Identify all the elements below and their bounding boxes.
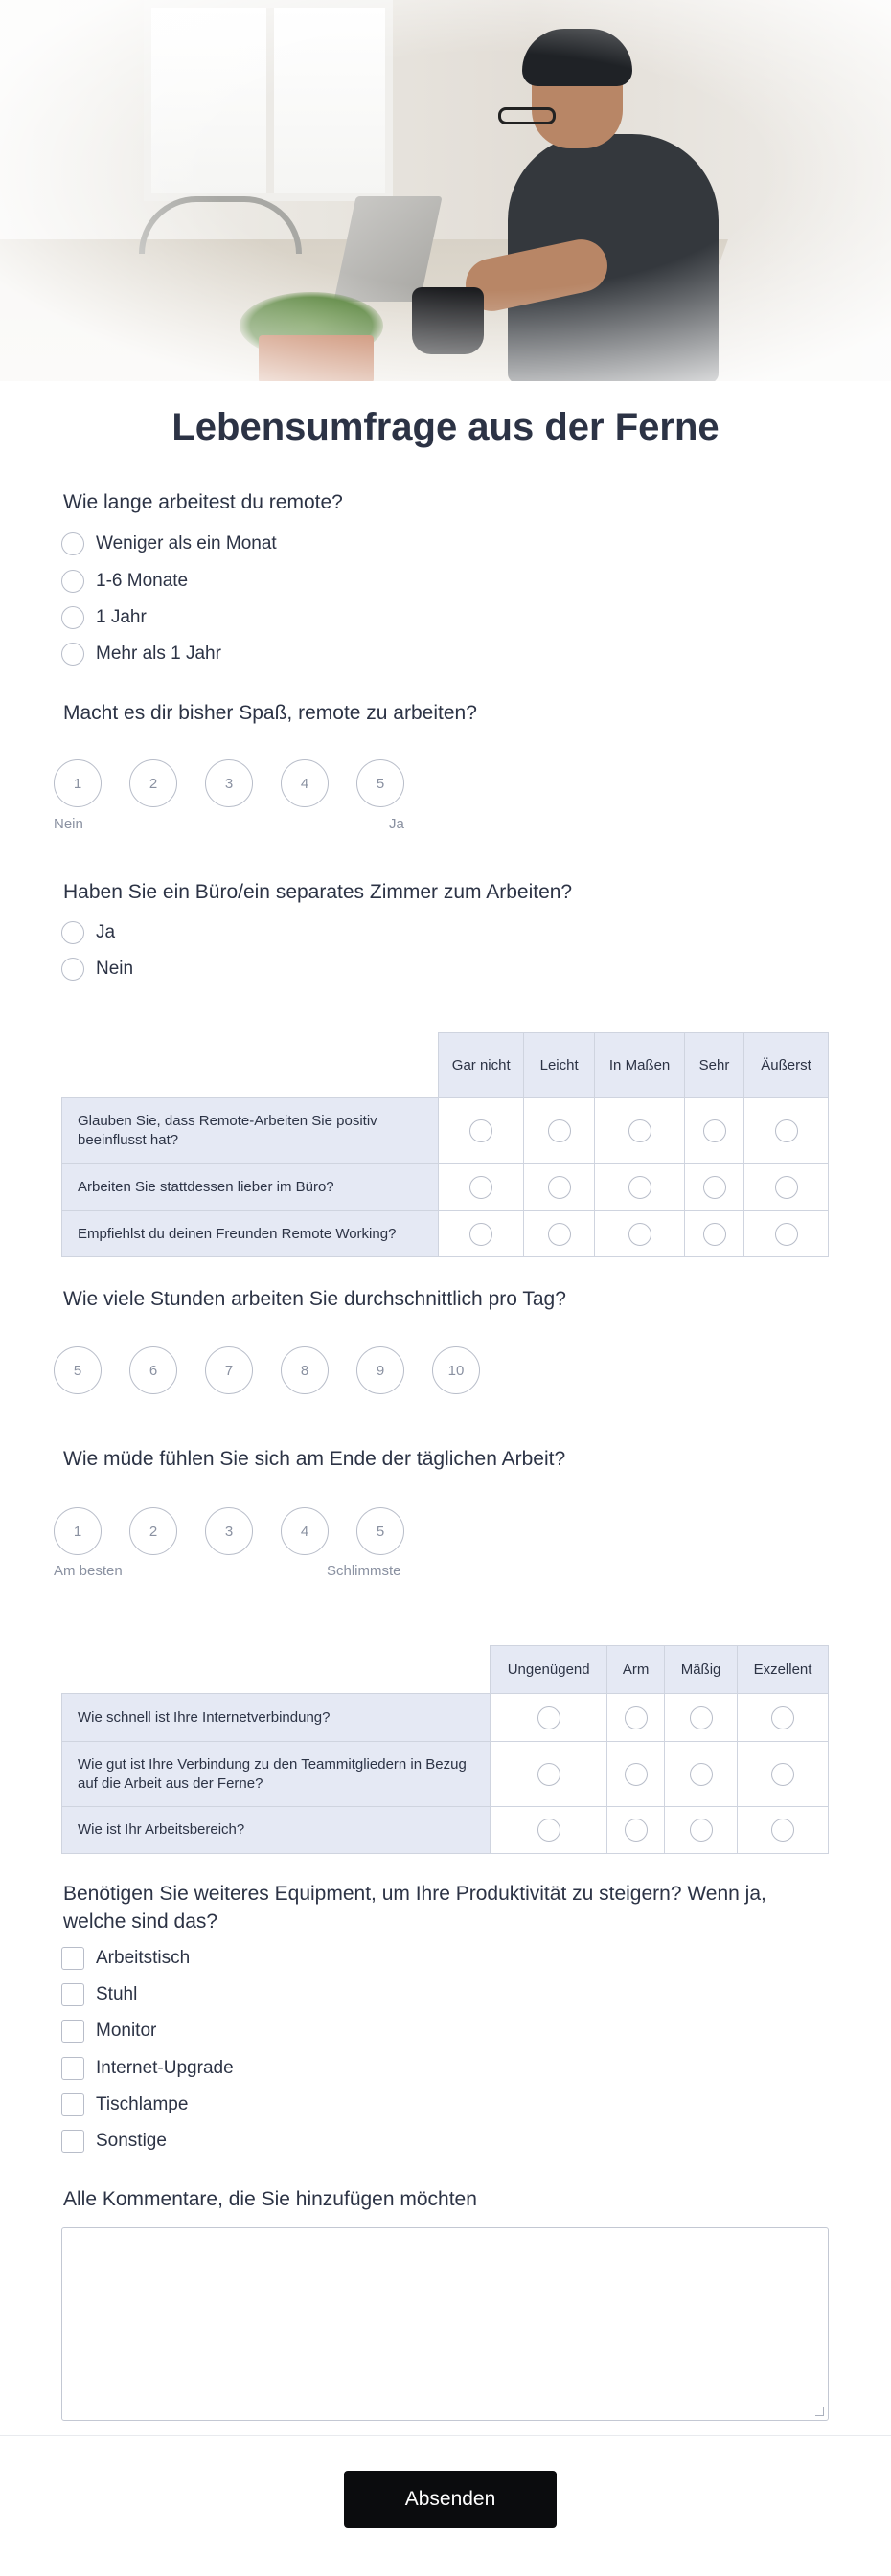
- radio-button[interactable]: [61, 643, 84, 666]
- checkbox[interactable]: [61, 2020, 84, 2043]
- matrix-col-header: Exzellent: [738, 1646, 829, 1694]
- footer-divider: [0, 2435, 891, 2436]
- matrix-cell[interactable]: [524, 1164, 595, 1211]
- matrix-row-label: Glauben Sie, dass Remote-Arbeiten Sie positiv beeinflusst hat?: [62, 1098, 439, 1164]
- scale-option-1[interactable]: 1: [54, 1507, 102, 1555]
- hero-fade-overlay: [0, 0, 891, 381]
- scale-option-3[interactable]: 3: [205, 1507, 253, 1555]
- option-q1-1[interactable]: [61, 568, 188, 595]
- matrix-cell[interactable]: [439, 1164, 524, 1211]
- matrix-cell[interactable]: [685, 1211, 744, 1257]
- option-q1-0[interactable]: [61, 531, 277, 557]
- radio-button[interactable]: [703, 1223, 726, 1246]
- option-q6-3[interactable]: [61, 2055, 234, 2082]
- matrix-cell[interactable]: [738, 1742, 829, 1807]
- matrix-cell[interactable]: [744, 1164, 829, 1211]
- matrix-row-label: Arbeiten Sie stattdessen lieber im Büro?: [62, 1164, 439, 1211]
- matrix-cell[interactable]: [665, 1742, 738, 1807]
- submit-button[interactable]: Absenden: [344, 2471, 557, 2528]
- option-label: Mehr als 1 Jahr: [96, 644, 221, 664]
- matrix-cell[interactable]: [738, 1694, 829, 1742]
- radio-button[interactable]: [61, 921, 84, 944]
- matrix-cell[interactable]: [685, 1164, 744, 1211]
- matrix-col-header: Mäßig: [665, 1646, 738, 1694]
- matrix-cell[interactable]: [595, 1098, 685, 1164]
- option-q3-1[interactable]: [61, 956, 133, 983]
- radio-button[interactable]: [690, 1819, 713, 1842]
- matrix-cell[interactable]: [595, 1164, 685, 1211]
- question-tiredness: Wie müde fühlen Sie sich am Ende der täglichen Arbeit?: [63, 1448, 566, 1470]
- checkbox[interactable]: [61, 1983, 84, 2006]
- scale-q4: [54, 1346, 508, 1394]
- scale-option-4[interactable]: 4: [281, 1507, 329, 1555]
- radio-button[interactable]: [61, 570, 84, 593]
- radio-button[interactable]: [628, 1176, 651, 1199]
- matrix-connection-quality: [61, 1645, 829, 1854]
- radio-button[interactable]: [537, 1763, 560, 1786]
- radio-button[interactable]: [771, 1819, 794, 1842]
- radio-button[interactable]: [771, 1706, 794, 1729]
- radio-button[interactable]: [469, 1223, 492, 1246]
- option-label: Ja: [96, 922, 116, 942]
- question-separate-room: Haben Sie ein Büro/ein separates Zimmer zum Arbeiten?: [63, 881, 573, 903]
- matrix-col-header: Leicht: [524, 1033, 595, 1098]
- radio-button[interactable]: [775, 1223, 798, 1246]
- radio-button[interactable]: [548, 1176, 571, 1199]
- matrix-col-header: Arm: [607, 1646, 665, 1694]
- radio-button[interactable]: [625, 1706, 648, 1729]
- scale-option-5[interactable]: 5: [54, 1346, 102, 1394]
- radio-button[interactable]: [628, 1119, 651, 1142]
- option-label: 1-6 Monate: [96, 571, 189, 591]
- matrix-cell[interactable]: [439, 1211, 524, 1257]
- matrix-row-label: Wie ist Ihr Arbeitsbereich?: [62, 1807, 491, 1854]
- option-label: Stuhl: [96, 1984, 138, 2004]
- scale-option-9[interactable]: 9: [356, 1346, 404, 1394]
- scale-max-label: Schlimmste: [327, 1563, 401, 1579]
- radio-button[interactable]: [61, 958, 84, 981]
- radio-button[interactable]: [548, 1119, 571, 1142]
- option-q6-2[interactable]: [61, 2018, 156, 2045]
- scale-option-1[interactable]: 1: [54, 759, 102, 807]
- matrix-cell[interactable]: [607, 1694, 665, 1742]
- radio-button[interactable]: [469, 1176, 492, 1199]
- radio-button[interactable]: [703, 1176, 726, 1199]
- radio-button[interactable]: [61, 606, 84, 629]
- scale-option-10[interactable]: 10: [432, 1346, 480, 1394]
- option-label: 1 Jahr: [96, 607, 147, 627]
- option-q6-1[interactable]: [61, 1981, 137, 2008]
- matrix-col-header: Sehr: [685, 1033, 744, 1098]
- matrix-corner: [62, 1646, 491, 1694]
- radio-button[interactable]: [690, 1763, 713, 1786]
- scale-option-5[interactable]: 5: [356, 759, 404, 807]
- scale-min-label: Nein: [54, 816, 83, 832]
- matrix-cell[interactable]: [595, 1211, 685, 1257]
- radio-button[interactable]: [469, 1119, 492, 1142]
- question-comments: Alle Kommentare, die Sie hinzufügen möchten: [63, 2188, 477, 2210]
- scale-min-label: Am besten: [54, 1563, 123, 1579]
- matrix-col-header: In Maßen: [595, 1033, 685, 1098]
- hero-image: [0, 0, 891, 381]
- option-q6-4[interactable]: [61, 2091, 188, 2118]
- scale-option-5[interactable]: 5: [356, 1507, 404, 1555]
- radio-button[interactable]: [537, 1706, 560, 1729]
- radio-button[interactable]: [775, 1176, 798, 1199]
- option-q6-0[interactable]: [61, 1945, 190, 1972]
- question-equipment: Benötigen Sie weiteres Equipment, um Ihre Produktivität zu steigern? Wenn ja, welche sind das?: [63, 1883, 766, 1932]
- question-remote-duration: Wie lange arbeitest du remote?: [63, 491, 343, 513]
- matrix-col-header: Äußerst: [744, 1033, 829, 1098]
- matrix-cell[interactable]: [607, 1807, 665, 1854]
- matrix-row-label: Wie gut ist Ihre Verbindung zu den Teammitgliedern in Bezug auf die Arbeit aus der Ferne?: [62, 1742, 491, 1807]
- matrix-cell[interactable]: [665, 1807, 738, 1854]
- scale-option-3[interactable]: 3: [205, 759, 253, 807]
- scale-option-7[interactable]: 7: [205, 1346, 253, 1394]
- matrix-cell[interactable]: [738, 1807, 829, 1854]
- comments-textarea[interactable]: [61, 2227, 829, 2421]
- radio-button[interactable]: [690, 1706, 713, 1729]
- matrix-cell[interactable]: [524, 1211, 595, 1257]
- question-enjoy-remote: Macht es dir bisher Spaß, remote zu arbeiten?: [63, 702, 477, 724]
- matrix-col-header: Ungenügend: [491, 1646, 607, 1694]
- matrix-cell[interactable]: [744, 1098, 829, 1164]
- option-label: Arbeitstisch: [96, 1948, 191, 1968]
- checkbox[interactable]: [61, 2057, 84, 2080]
- matrix-cell[interactable]: [665, 1694, 738, 1742]
- scale-option-6[interactable]: 6: [129, 1346, 177, 1394]
- option-q6-5[interactable]: [61, 2128, 167, 2155]
- scale-q2: [54, 759, 432, 807]
- option-q1-3[interactable]: [61, 641, 221, 667]
- option-label: Weniger als ein Monat: [96, 533, 277, 554]
- scale-option-8[interactable]: 8: [281, 1346, 329, 1394]
- matrix-cell[interactable]: [685, 1098, 744, 1164]
- option-label: Internet-Upgrade: [96, 2058, 234, 2078]
- option-label: Nein: [96, 959, 134, 979]
- matrix-cell[interactable]: [439, 1098, 524, 1164]
- scale-option-2[interactable]: 2: [129, 1507, 177, 1555]
- radio-button[interactable]: [703, 1119, 726, 1142]
- option-q1-2[interactable]: [61, 604, 147, 631]
- radio-button[interactable]: [537, 1819, 560, 1842]
- matrix-cell[interactable]: [744, 1211, 829, 1257]
- scale-option-2[interactable]: 2: [129, 759, 177, 807]
- checkbox[interactable]: [61, 2093, 84, 2116]
- radio-button[interactable]: [625, 1819, 648, 1842]
- radio-button[interactable]: [771, 1763, 794, 1786]
- matrix-cell[interactable]: [491, 1694, 607, 1742]
- radio-button[interactable]: [61, 532, 84, 555]
- scale-option-4[interactable]: 4: [281, 759, 329, 807]
- scale-q5: [54, 1507, 432, 1555]
- radio-button[interactable]: [625, 1763, 648, 1786]
- option-label: Tischlampe: [96, 2094, 189, 2114]
- matrix-corner: [62, 1033, 439, 1098]
- matrix-cell[interactable]: [607, 1742, 665, 1807]
- checkbox[interactable]: [61, 1947, 84, 1970]
- option-q3-0[interactable]: [61, 919, 115, 946]
- radio-button[interactable]: [548, 1223, 571, 1246]
- matrix-remote-impact: [61, 1032, 829, 1257]
- question-hours-per-day: Wie viele Stunden arbeiten Sie durchschnittlich pro Tag?: [63, 1288, 566, 1310]
- form-title: Lebensumfrage aus der Ferne: [171, 406, 720, 448]
- radio-button[interactable]: [628, 1223, 651, 1246]
- matrix-cell[interactable]: [524, 1098, 595, 1164]
- matrix-col-header: Gar nicht: [439, 1033, 524, 1098]
- checkbox[interactable]: [61, 2130, 84, 2153]
- option-label: Sonstige: [96, 2131, 167, 2151]
- matrix-cell[interactable]: [491, 1742, 607, 1807]
- matrix-cell[interactable]: [491, 1807, 607, 1854]
- matrix-row-label: Wie schnell ist Ihre Internetverbindung?: [62, 1694, 491, 1742]
- radio-button[interactable]: [775, 1119, 798, 1142]
- option-label: Monitor: [96, 2021, 157, 2041]
- scale-max-label: Ja: [389, 816, 404, 832]
- matrix-row-label: Empfiehlst du deinen Freunden Remote Working?: [62, 1211, 439, 1257]
